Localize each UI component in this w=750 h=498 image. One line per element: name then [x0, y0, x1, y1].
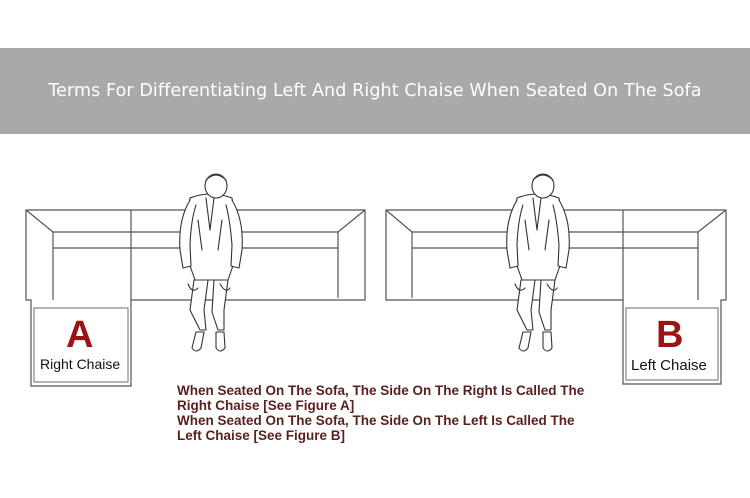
person-icon-a [180, 174, 243, 351]
description-left-chaise: When Seated On The Sofa, The Side On The Left Is Called The Left Chaise [See Figure B] [177, 413, 575, 443]
figure-b-letter: B [656, 314, 684, 356]
figure-a-caption: Right Chaise [40, 356, 121, 372]
figure-b-caption: Left Chaise [631, 357, 707, 374]
figure-a-letter: A [66, 314, 94, 356]
description-right-chaise: When Seated On The Sofa, The Side On The Right Is Called The Right Chaise [See Figure A] [177, 383, 585, 413]
banner-title: Terms For Differentiating Left And Right Chaise When Seated On The Sofa [48, 81, 702, 101]
person-icon-b [507, 174, 570, 351]
description-block [177, 383, 597, 443]
